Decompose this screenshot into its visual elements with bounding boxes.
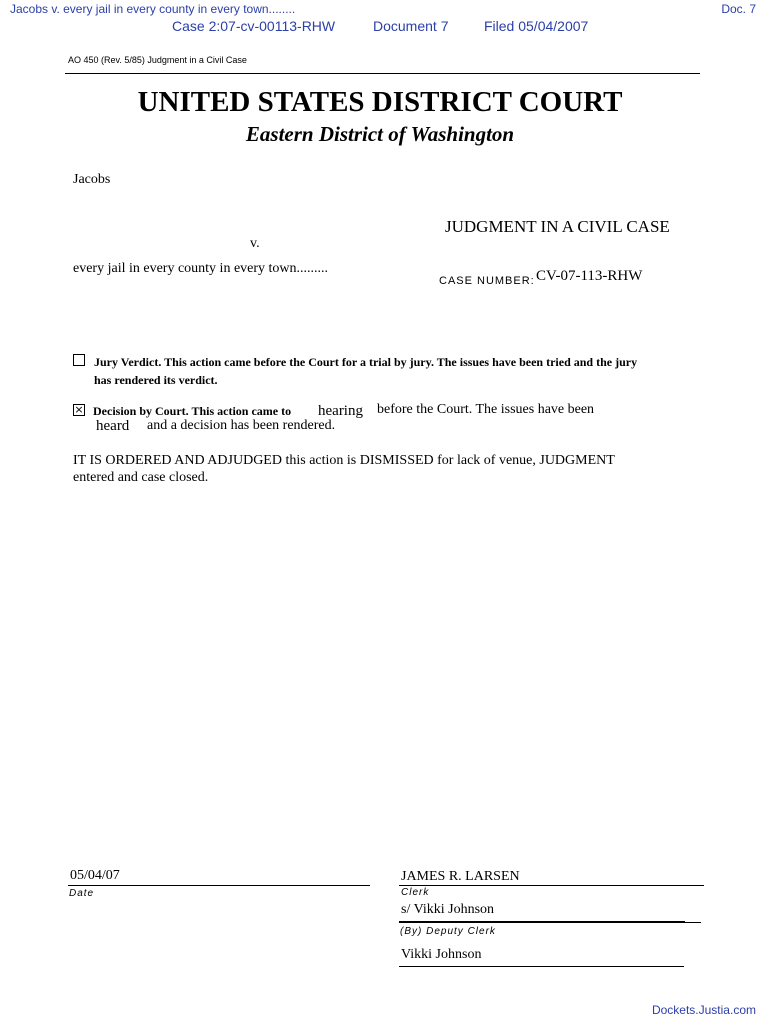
decision-by-court-suffix: and a decision has been rendered. <box>147 418 336 433</box>
defendant-name: every jail in every county in every town......... <box>73 261 329 276</box>
versus-label: v. <box>250 236 260 251</box>
source-link[interactable]: Dockets.Justia.com <box>651 1003 756 1017</box>
deputy-signature-line-end <box>685 922 701 923</box>
deputy-clerk-name: Vikki Johnson <box>401 947 482 962</box>
deputy-clerk-label: (By) Deputy Clerk <box>400 926 496 937</box>
clerk-name: JAMES R. LARSEN <box>401 869 520 884</box>
case-number-label: CASE NUMBER: <box>439 275 535 287</box>
deputy-clerk-signature: s/ Vikki Johnson <box>401 902 495 917</box>
plaintiff-name: Jacobs <box>73 172 111 187</box>
clerk-label: Clerk <box>401 887 430 898</box>
court-district: Eastern District of Washington <box>245 122 515 146</box>
jury-verdict-checkbox[interactable] <box>73 354 85 366</box>
decision-fill-hearing: hearing <box>318 403 363 419</box>
document-title-link[interactable]: Jacobs v. every jail in every county in every town........ <box>10 2 296 16</box>
clerk-line <box>399 885 704 886</box>
case-number-value: CV-07-113-RHW <box>536 268 643 284</box>
deputy-name-line <box>399 966 684 967</box>
case-number-link[interactable]: Case 2:07-cv-00113-RHW <box>172 18 336 34</box>
header-divider <box>65 73 700 74</box>
decision-by-court-middle: before the Court. The issues have been <box>377 402 595 417</box>
date-label: Date <box>69 888 95 899</box>
check-mark-icon: × <box>74 403 84 416</box>
order-text: IT IS ORDERED AND ADJUDGED this action is DISMISSED for lack of venue, JUDGMENT <box>73 453 615 468</box>
filed-date-link[interactable]: Filed 05/04/2007 <box>484 18 589 34</box>
date-line <box>68 885 370 886</box>
order-text-continued: entered and case closed. <box>73 470 209 485</box>
decision-by-court-checkbox[interactable] <box>73 404 85 416</box>
decision-by-court-text: Decision by Court. This action came to <box>93 404 292 418</box>
deputy-signature-line <box>399 921 685 923</box>
jury-verdict-text: Jury Verdict. This action came before the Court for a trial by jury. The issues have been tried and the jury <box>94 355 638 369</box>
form-identifier: AO 450 (Rev. 5/85) Judgment in a Civil Case <box>68 55 247 65</box>
date-value: 05/04/07 <box>70 868 120 883</box>
court-name: UNITED STATES DISTRICT COURT <box>137 86 623 118</box>
document-number-link[interactable]: Doc. 7 <box>721 2 756 16</box>
decision-fill-heard: heard <box>96 418 130 434</box>
document-link[interactable]: Document 7 <box>373 18 449 34</box>
jury-verdict-text-continued: has rendered its verdict. <box>94 373 218 387</box>
judgment-title: JUDGMENT IN A CIVIL CASE <box>445 217 670 236</box>
